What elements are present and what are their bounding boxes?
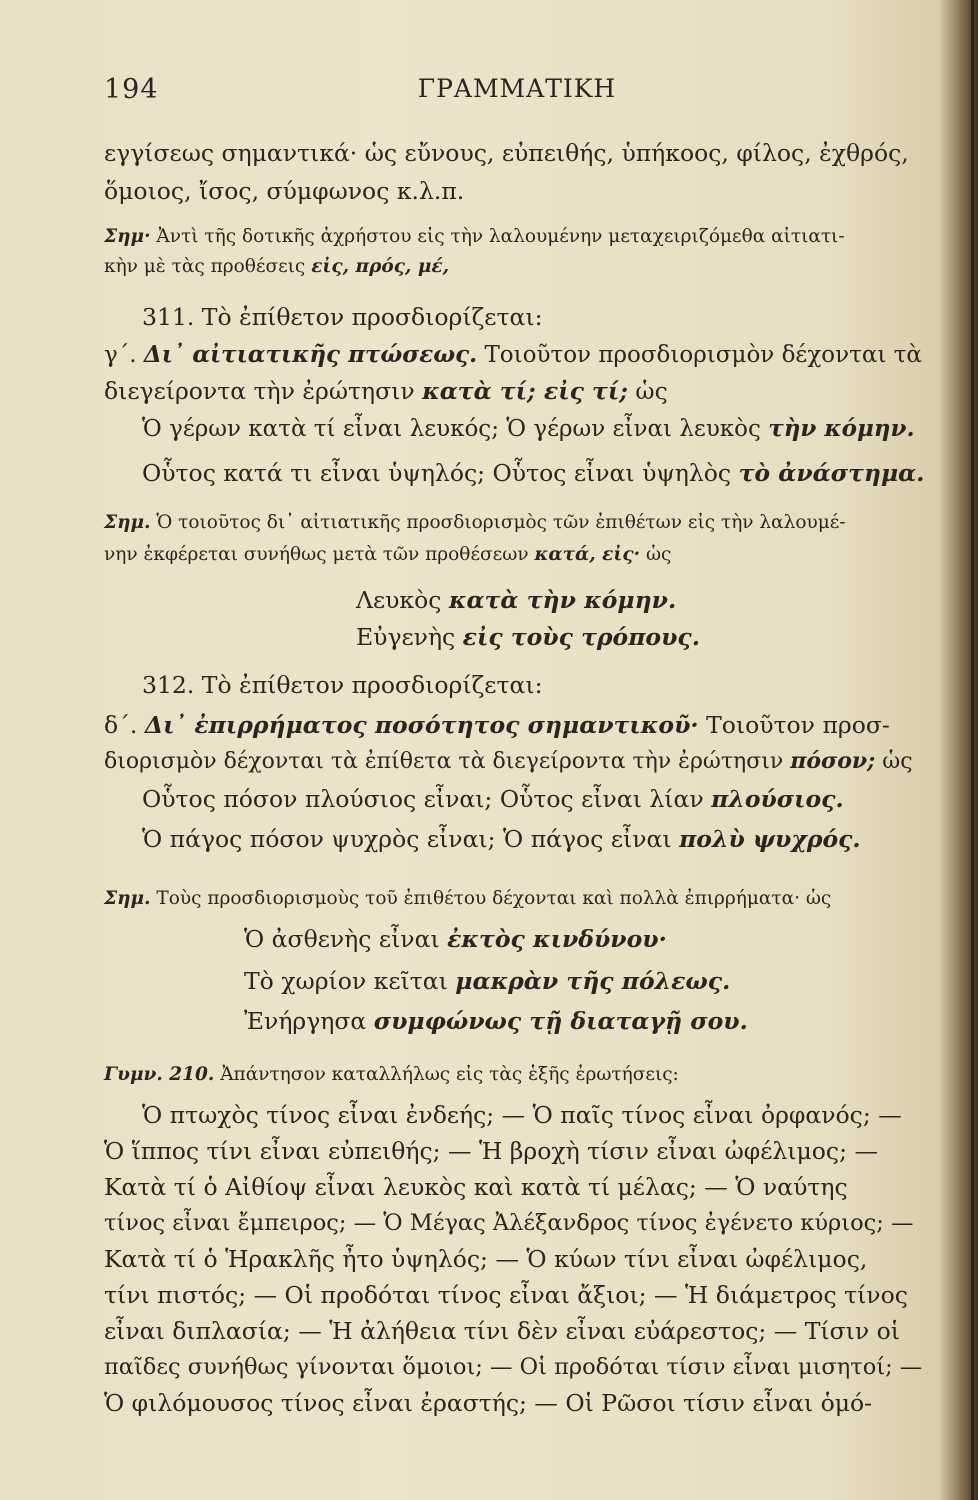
- exercise-line: εἶναι διπλασία; — Ἡ ἀλήθεια τίνι δὲν εἶναι εὐάρεστος; — Τίσιν οἱ: [104, 1317, 901, 1345]
- example-line: Ὁ γέρων κατὰ τί εἶναι λευκός; Ὁ γέρων εἶναι λευκὸς τὴν κόμην.: [142, 415, 915, 442]
- text-line: ὅμοιος, ἴσος, σύμφωνος κ.λ.π.: [104, 177, 465, 205]
- example-line: Οὗτος πόσον πλούσιος εἶναι; Οὗτος εἶναι λίαν πλούσιος.: [142, 785, 844, 813]
- exercise-line: Κατὰ τί ὁ Ἡρακλῆς ἦτο ὑψηλός; — Ὁ κύων τίνι εἶναι ὠφέλιμος,: [104, 1245, 868, 1273]
- exercise-line: Ὁ πτωχὸς τίνος εἶναι ἐνδεής; — Ὁ παῖς τίνος εἶναι ὀρφανός; —: [142, 1101, 902, 1129]
- section-312-heading: 312. Τὸ ἐπίθετον προσδιορίζεται:: [142, 671, 543, 699]
- text-line: εγγίσεως σημαντικά· ὡς εὔνους, εὐπειθής, ὑπήκοος, φίλος, ἐχθρός,: [104, 139, 909, 167]
- page-header: [104, 74, 930, 114]
- note-line: Σημ· Ἀντὶ τῆς δοτικῆς ἀχρήστου εἰς τὴν λαλουμένην μεταχειριζόμεθα αἰτιατι-: [104, 226, 845, 247]
- note-line: κὴν μὲ τὰς προθέσεις εἰς, πρός, μέ,: [104, 256, 450, 277]
- example-line: Ὁ πάγος πόσον ψυχρὸς εἶναι; Ὁ πάγος εἶναι πολὺ ψυχρός.: [142, 825, 861, 853]
- text-line: δ΄. Δι᾿ ἐπιρρήματος ποσότητος σημαντικοῦ· Τοιοῦτον προσ-: [104, 711, 890, 739]
- example-line: Τὸ χωρίον κεῖται μακρὰν τῆς πόλεως.: [244, 967, 731, 995]
- text-line: διεγείροντα τὴν ἐρώτησιν κατὰ τί; εἰς τί; ὡς: [104, 377, 668, 405]
- running-title: ΓΡΑΜΜΑΤΙΚΗ: [417, 74, 617, 103]
- page-edge-shadow: [971, 0, 974, 1500]
- exercise-heading: Γυμν. 210. Ἀπάντησον καταλλήλως εἰς τὰς ἑξῆς ἐρωτήσεις:: [104, 1064, 679, 1085]
- example-line: Οὗτος κατά τι εἶναι ὑψηλός; Οὗτος εἶναι ὑψηλὸς τὸ ἀνάστημα.: [142, 459, 925, 487]
- exercise-line: τίνος εἶναι ἔμπειρος; — Ὁ Μέγας Ἀλέξανδρος τίνος ἐγένετο κύριος; —: [104, 1210, 914, 1236]
- note-line: Σημ. Τοὺς προσδιορισμοὺς τοῦ ἐπιθέτου δέχονται καὶ πολλὰ ἐπιρρήματα· ὡς: [104, 888, 832, 909]
- exercise-line: παῖδες συνήθως γίνονται ὅμοιοι; — Οἱ προδόται τίσιν εἶναι μισητοί; —: [104, 1354, 923, 1380]
- note-line: νην ἐκφέρεται συνήθως μετὰ τῶν προθέσεων κατά, εἰς· ὡς: [104, 544, 672, 565]
- exercise-line: Κατὰ τί ὁ Αἰθίοψ εἶναι λευκὸς καὶ κατὰ τί μέλας; — Ὁ ναύτης: [104, 1173, 848, 1201]
- text-line: γ΄. Δι᾿ αἰτιατικῆς πτώσεως. Τοιοῦτον προσδιορισμὸν δέχονται τὰ: [104, 341, 922, 368]
- exercise-line: τίνι πιστός; — Οἱ προδόται τίνος εἶναι ἄξιοι; — Ἡ διάμετρος τίνος: [104, 1281, 908, 1309]
- exercise-line: Ὁ ἵππος τίνι εἶναι εὐπειθής; — Ἡ βροχὴ τίσιν εἶναι ὠφέλιμος; —: [104, 1137, 878, 1165]
- exercise-line: Ὁ φιλόμουσος τίνος εἶναι ἐραστής; — Οἱ Ρῶσοι τίσιν εἶναι ὁμό-: [104, 1389, 873, 1417]
- example-line: Ἐνήργησα συμφώνως τῇ διαταγῇ σου.: [244, 1007, 748, 1035]
- section-311-heading: 311. Τὸ ἐπίθετον προσδιορίζεται:: [142, 303, 543, 331]
- note-line: Σημ. Ὁ τοιοῦτος δι᾿ αἰτιατικῆς προσδιορισμὸς τῶν ἐπιθέτων εἰς τὴν λαλουμέ-: [104, 512, 846, 533]
- example-line: Εὐγενὴς εἰς τοὺς τρόπους.: [356, 623, 700, 651]
- example-line: Ὁ ἀσθενὴς εἶναι ἐκτὸς κινδύνου·: [244, 925, 667, 953]
- example-line: Λευκὸς κατὰ τὴν κόμην.: [356, 586, 677, 614]
- text-line: διορισμὸν δέχονται τὰ ἐπίθετα τὰ διεγείροντα τὴν ἐρώτησιν πόσον; ὡς: [104, 748, 913, 774]
- page-number: 194: [104, 74, 159, 105]
